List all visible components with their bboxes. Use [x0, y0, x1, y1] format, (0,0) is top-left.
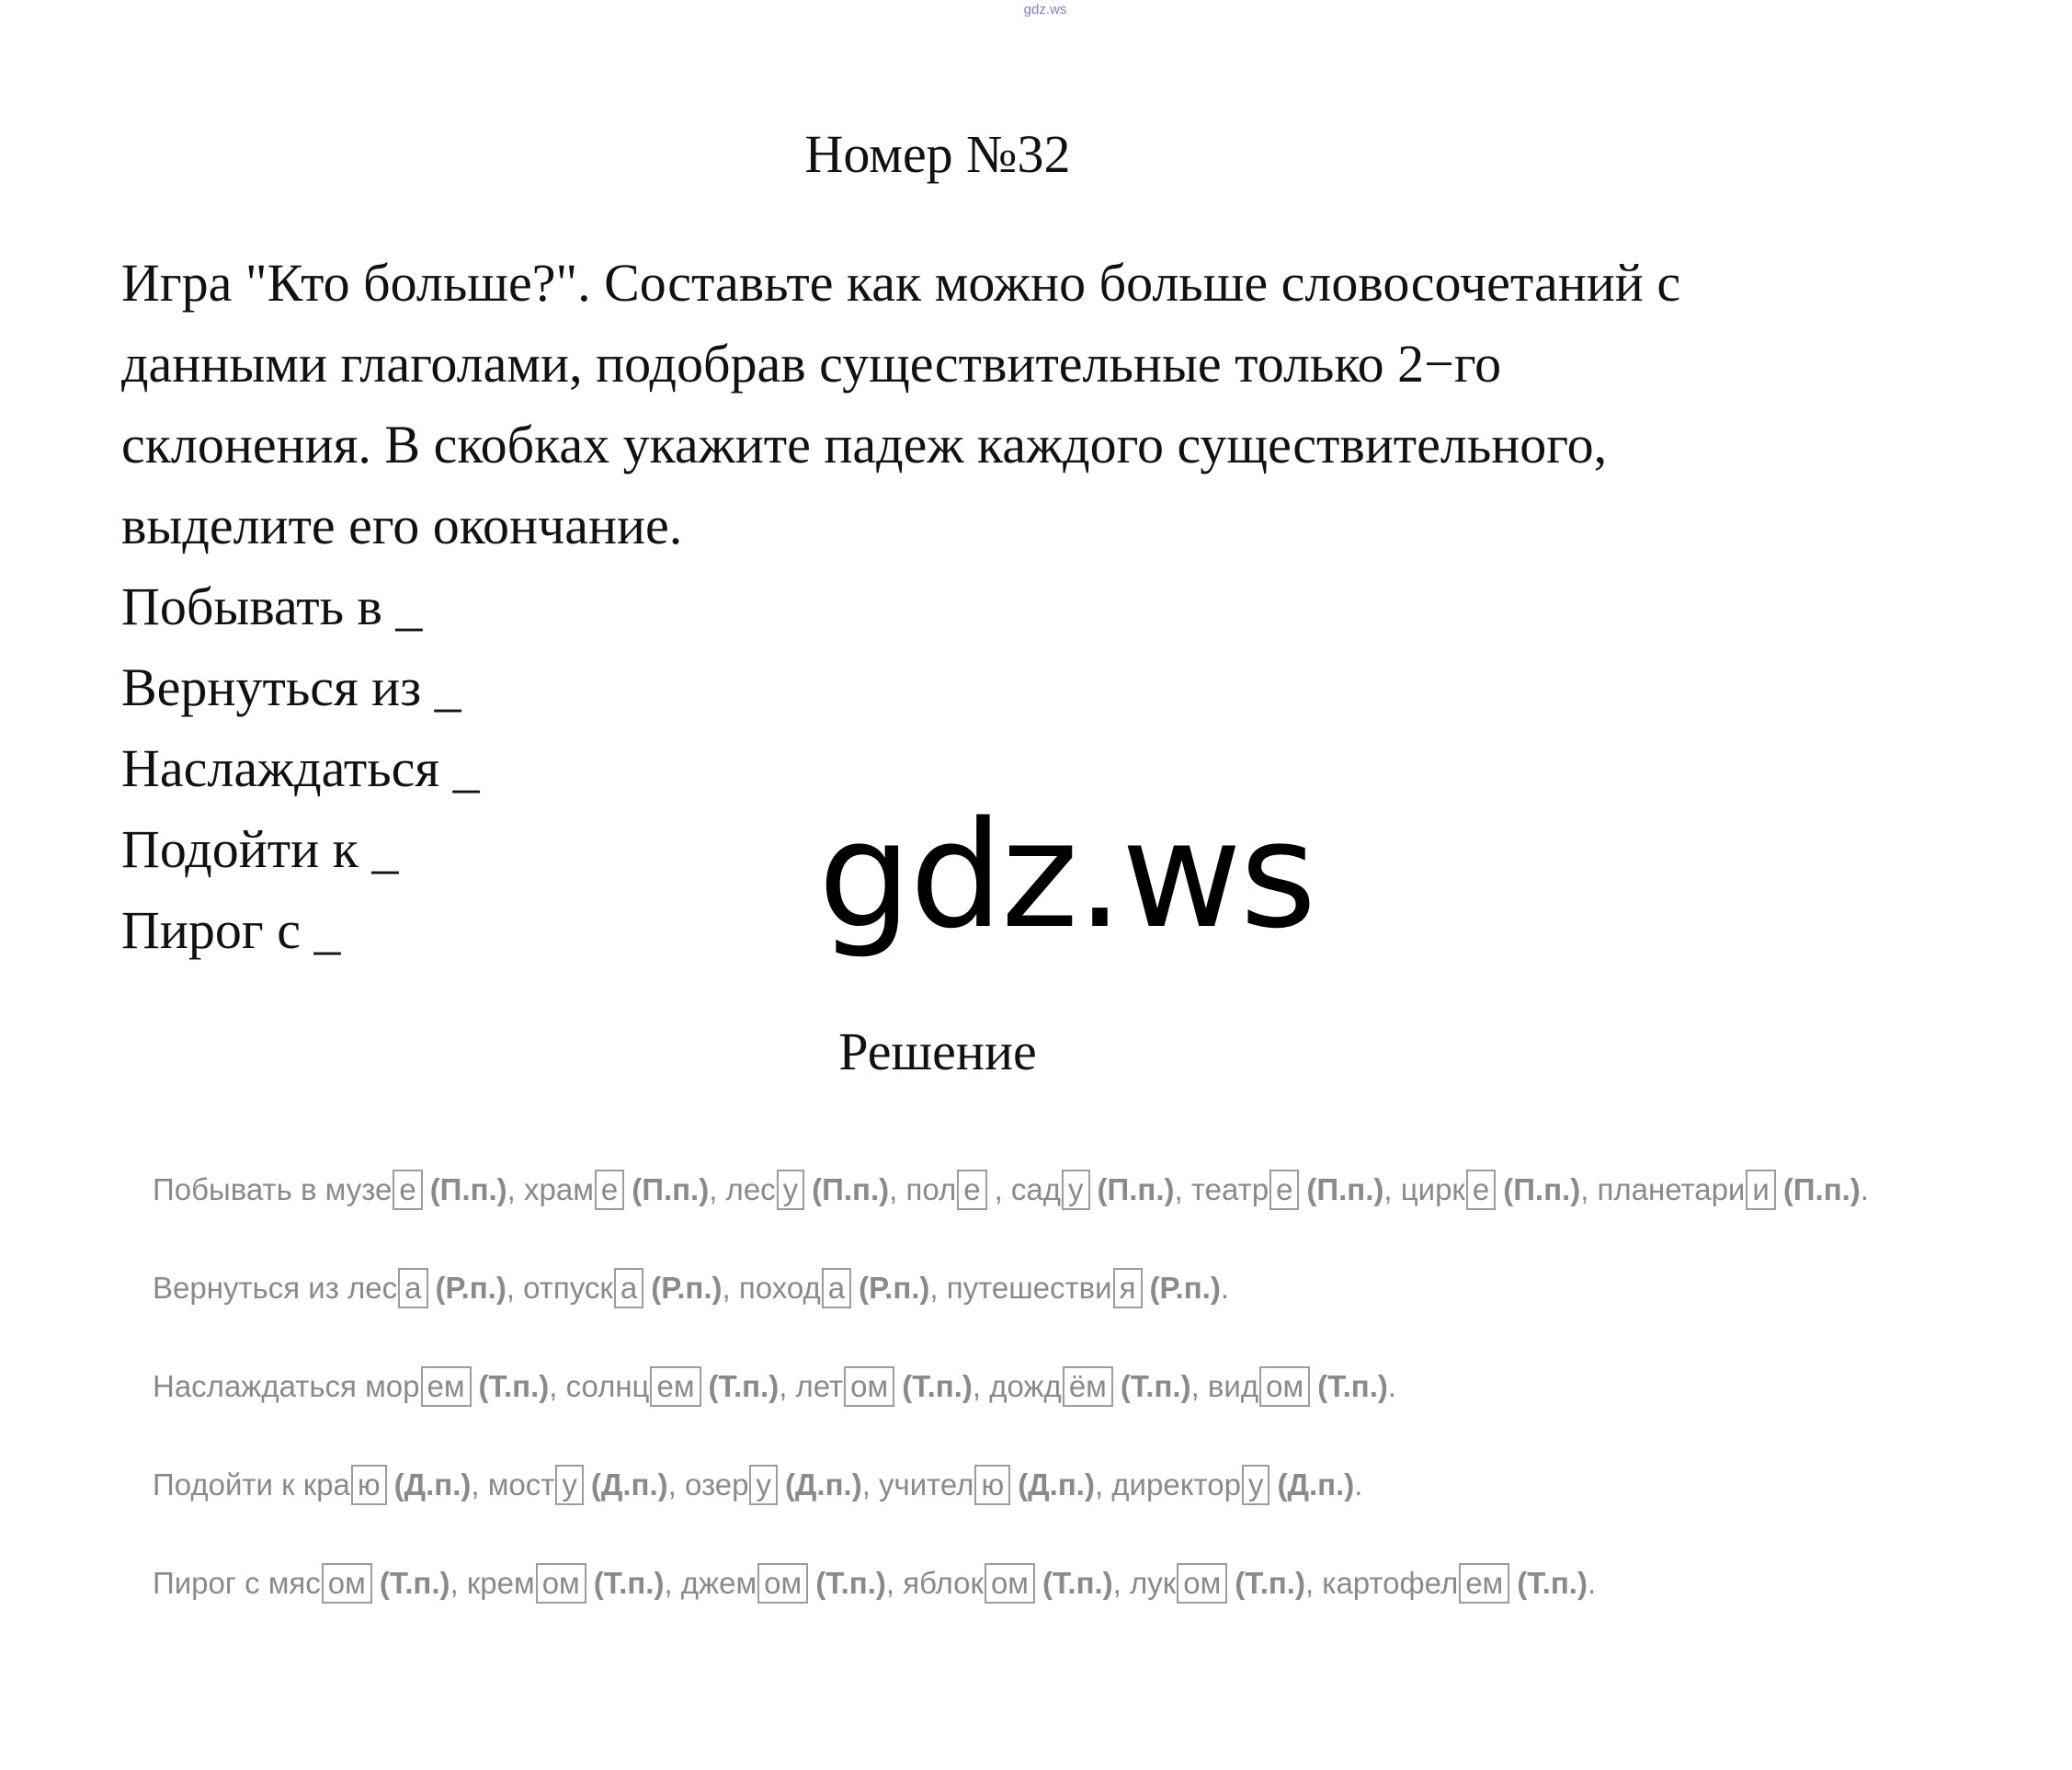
answer-line	[153, 1168, 2055, 1266]
word-ending-box: ю	[974, 1465, 1010, 1505]
case-label: (Т.п.)	[902, 1369, 973, 1403]
case-label: (П.п.)	[1782, 1172, 1861, 1206]
word-ending-box: е	[393, 1170, 422, 1210]
separator: .	[1387, 1369, 1397, 1403]
separator: .	[1220, 1271, 1229, 1305]
case-label: (Д.п.)	[590, 1467, 668, 1502]
word-stem: крем	[458, 1566, 535, 1600]
word-stem: цирк	[1392, 1172, 1465, 1206]
separator: ,	[889, 1172, 898, 1206]
word-stem: лес	[717, 1172, 776, 1206]
separator: ,	[1094, 1467, 1104, 1502]
word-stem: храм	[515, 1172, 594, 1206]
word-ending-box: е	[957, 1170, 986, 1210]
separator: ,	[1112, 1566, 1121, 1600]
case-label: (Т.п.)	[1317, 1369, 1388, 1403]
case-label: (Т.п.)	[379, 1566, 450, 1600]
answer-line	[153, 1463, 2055, 1561]
case-label: (Т.п.)	[708, 1369, 780, 1403]
word-ending-box: у	[1062, 1170, 1090, 1210]
task-prompt: Наслаждаться _	[121, 738, 480, 798]
solution-title: Решение	[838, 1022, 1037, 1081]
word-stem: театр	[1182, 1172, 1269, 1206]
case-label: (Р.п.)	[1149, 1271, 1221, 1305]
separator: ,	[885, 1566, 895, 1600]
word-ending-box: ом	[536, 1563, 586, 1604]
separator: ,	[1174, 1172, 1183, 1206]
word-ending-box: у	[749, 1465, 778, 1505]
word-ending-box: ем	[1459, 1563, 1509, 1604]
case-label: (Р.п.)	[651, 1271, 723, 1305]
word-ending-box: у	[777, 1170, 805, 1210]
case-label: (Т.п.)	[815, 1566, 886, 1600]
gdz-watermark: gdz.ws	[818, 789, 1315, 961]
separator: ,	[972, 1369, 982, 1403]
word-ending-box: ом	[1177, 1563, 1227, 1604]
word-stem: Наслаждаться мор	[153, 1369, 420, 1403]
case-label: (Т.п.)	[1235, 1566, 1305, 1600]
separator: ,	[994, 1172, 1003, 1206]
word-ending-box: ом	[757, 1563, 808, 1604]
word-stem: яблок	[894, 1566, 984, 1600]
separator: ,	[664, 1566, 673, 1600]
task-line: выделите его окончание.	[121, 496, 683, 555]
separator: .	[1354, 1467, 1363, 1502]
word-ending-box: ем	[421, 1366, 472, 1407]
case-label: (Т.п.)	[593, 1566, 665, 1600]
task-prompt: Вернуться из _	[121, 657, 461, 717]
task-line: данными глаголами, подобрав существительные только 2−го	[121, 334, 1502, 394]
solution-answers	[153, 1168, 2055, 1660]
case-label: (Т.п.)	[1120, 1369, 1191, 1403]
word-stem: Вернуться из лес	[153, 1271, 398, 1305]
word-ending-box: ем	[650, 1366, 700, 1407]
task-line: Игра "Кто больше?". Составьте как можно больше словосочетаний с	[121, 253, 1681, 313]
word-stem: лет	[787, 1369, 844, 1403]
case-label: (Д.п.)	[1277, 1467, 1355, 1502]
separator: ,	[779, 1369, 788, 1403]
word-stem: учител	[870, 1467, 974, 1502]
separator: ,	[929, 1271, 939, 1305]
word-ending-box: ём	[1063, 1366, 1113, 1407]
task-prompt: Побывать в _	[121, 577, 423, 636]
case-label: (П.п.)	[1503, 1172, 1581, 1206]
word-ending-box: а	[614, 1268, 643, 1308]
word-stem: планетари	[1588, 1172, 1746, 1206]
word-stem: дожд	[981, 1369, 1062, 1403]
separator: ,	[507, 1172, 516, 1206]
separator: ,	[1383, 1172, 1393, 1206]
word-stem: джем	[672, 1566, 757, 1600]
separator: ,	[1190, 1369, 1200, 1403]
case-label: (Т.п.)	[1042, 1566, 1113, 1600]
word-stem: поход	[730, 1271, 821, 1305]
task-prompt: Пирог с _	[121, 900, 341, 960]
word-stem: сад	[1002, 1172, 1062, 1206]
word-ending-box: е	[1269, 1170, 1299, 1210]
separator: ,	[667, 1467, 677, 1502]
word-stem: лук	[1121, 1566, 1177, 1600]
separator: ,	[1580, 1172, 1589, 1206]
word-stem: путешестви	[938, 1271, 1112, 1305]
separator: ,	[709, 1172, 718, 1206]
word-ending-box: а	[822, 1268, 851, 1308]
separator: ,	[506, 1271, 515, 1305]
answer-line	[153, 1266, 2055, 1365]
case-label: (Т.п.)	[1517, 1566, 1588, 1600]
separator: ,	[722, 1271, 731, 1305]
case-label: (Т.п.)	[478, 1369, 550, 1403]
word-stem: отпуск	[514, 1271, 613, 1305]
word-stem: Подойти к кра	[153, 1467, 350, 1502]
word-stem: картофел	[1314, 1566, 1459, 1600]
case-label: (Р.п.)	[435, 1271, 507, 1305]
separator: ,	[861, 1467, 871, 1502]
word-ending-box: ом	[322, 1563, 372, 1604]
word-ending-box: а	[398, 1268, 427, 1308]
case-label: (П.п.)	[812, 1172, 890, 1206]
word-stem: вид	[1199, 1369, 1259, 1403]
case-label: (П.п.)	[429, 1172, 507, 1206]
case-label: (Д.п.)	[393, 1467, 472, 1502]
word-ending-box: и	[1746, 1170, 1775, 1210]
answer-line	[153, 1365, 2055, 1463]
top-watermark: gdz.ws	[1023, 2, 1067, 17]
separator: ,	[471, 1467, 480, 1502]
word-stem: пол	[897, 1172, 957, 1206]
separator: ,	[549, 1369, 558, 1403]
separator: .	[1860, 1172, 1869, 1206]
separator: ,	[450, 1566, 459, 1600]
word-ending-box: ом	[985, 1563, 1035, 1604]
case-label: (П.п.)	[1306, 1172, 1384, 1206]
word-ending-box: е	[595, 1170, 624, 1210]
case-label: (П.п.)	[1097, 1172, 1175, 1206]
word-ending-box: ом	[844, 1366, 894, 1407]
word-stem: мост	[479, 1467, 555, 1502]
case-label: (Д.п.)	[1018, 1467, 1095, 1502]
word-ending-box: е	[1466, 1170, 1496, 1210]
answer-line	[153, 1561, 2055, 1660]
word-ending-box: ом	[1259, 1366, 1310, 1407]
page-title: Номер №32	[804, 124, 1071, 184]
task-prompt: Подойти к _	[121, 819, 399, 879]
word-stem: Пирог с мяс	[153, 1566, 321, 1600]
case-label: (Р.п.)	[859, 1271, 930, 1305]
separator: ,	[1304, 1566, 1315, 1600]
word-stem: Побывать в музе	[153, 1172, 393, 1206]
word-ending-box: у	[555, 1465, 584, 1505]
case-label: (П.п.)	[632, 1172, 710, 1206]
word-ending-box: я	[1113, 1268, 1143, 1308]
word-ending-box: у	[1242, 1465, 1270, 1505]
word-ending-box: ю	[351, 1465, 387, 1505]
word-stem: солнц	[557, 1369, 650, 1403]
separator: .	[1587, 1566, 1597, 1600]
word-stem: директор	[1103, 1467, 1241, 1502]
word-stem: озер	[676, 1467, 749, 1502]
case-label: (Д.п.)	[784, 1467, 862, 1502]
task-line: склонения. В скобках укажите падеж каждого существительного,	[121, 415, 1608, 474]
